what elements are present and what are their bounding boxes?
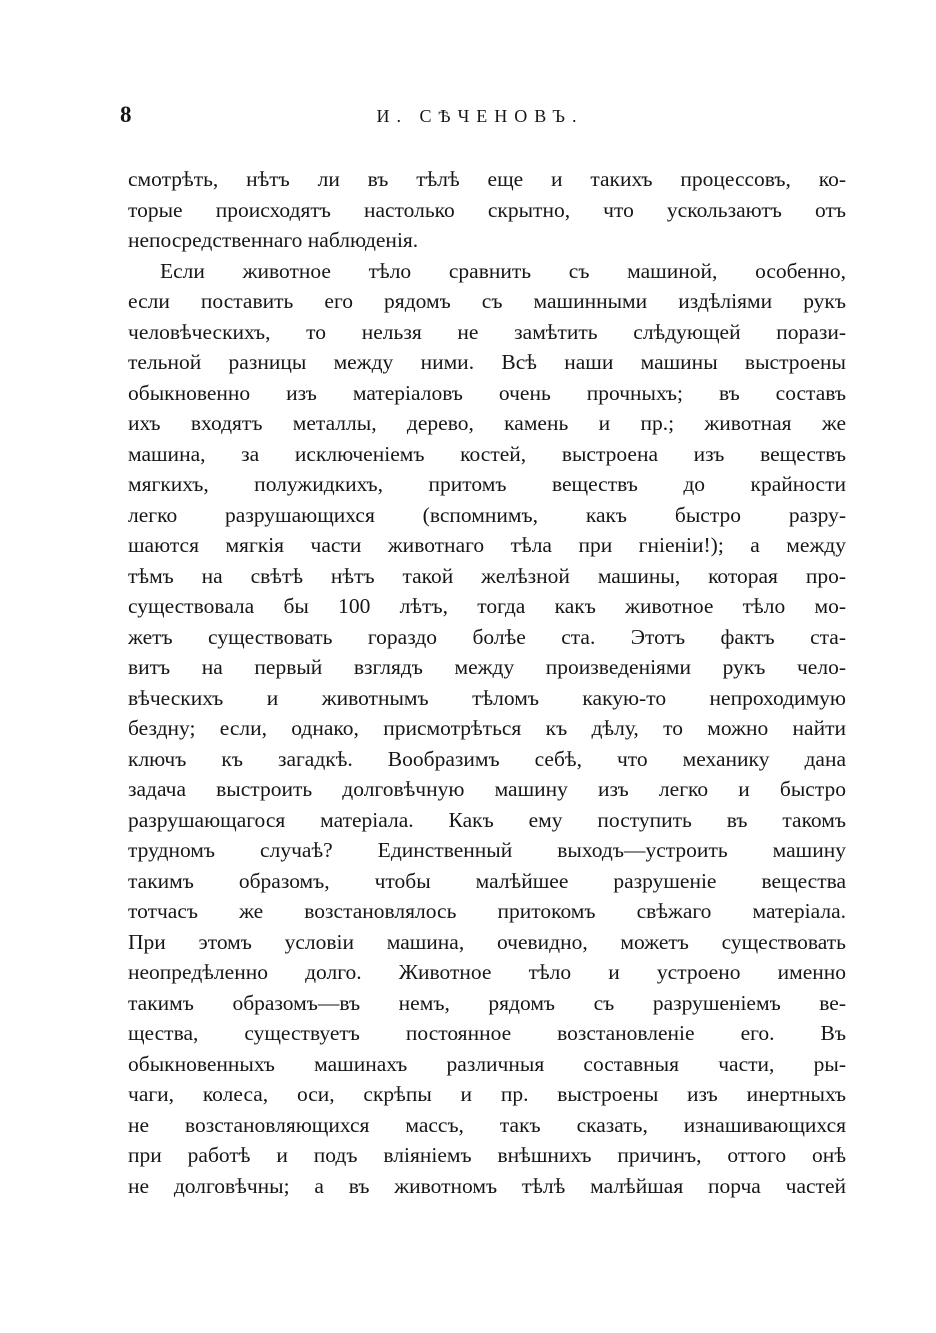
text-line: существовала бы 100 лѣтъ, тогда какъ животное тѣло мо- [128,594,846,618]
text-line: трудномъ случаѣ? Единственный выходъ—устроить машину [128,838,846,862]
text-line: обыкновенно изъ матеріаловъ очень прочныхъ; въ составъ [128,380,846,405]
text-line: При этомъ условіи машина, очевидно, можетъ существовать [128,929,846,954]
text-line: неопредѣленно долго. Животное тѣло и устроено именно [128,960,846,984]
text-line: бездну; если, однако, присмотрѣться къ дѣлу, то можно найти [128,716,846,740]
text-line: не долговѣчны; а въ животномъ тѣлѣ малѣйшая порча частей [128,1173,846,1198]
text-line: ключъ къ загадкѣ. Вообразимъ себѣ, что механику дана [128,746,846,771]
page-number: 8 [120,102,132,127]
text-line: витъ на первый взглядъ между произведеніями рукъ чело- [128,655,846,679]
text-line: задача выстроить долговѣчную машину изъ легко и быстро [128,777,846,801]
text-line: вѣческихъ и животнымъ тѣломъ какую-то непроходимую [128,685,846,710]
text-line: тѣмъ на свѣтѣ нѣтъ такой желѣзной машины, которая про- [128,563,846,588]
running-title: И. СѢЧЕНОВЪ. [376,106,584,126]
text-line: щества, существуетъ постоянное возстановленіе его. Въ [128,1021,846,1045]
text-line: тельной разницы между ними. Всѣ наши машины выстроены [128,350,846,374]
text-line: такимъ образомъ, чтобы малѣйшее разрушеніе вещества [128,868,846,893]
text-line: такимъ образомъ—въ немъ, рядомъ съ разрушеніемъ ве- [128,990,846,1015]
text-line: смотрѣть, нѣтъ ли въ тѣлѣ еще и такихъ процессовъ, ко- [128,167,846,191]
text-line: чаги, колеса, оси, скрѣпы и пр. выстроены изъ инертныхъ [128,1082,846,1106]
text-line: Если животное тѣло сравнить съ машиной, особенно, [160,258,846,283]
text-line: непосредственнаго наблюденія. [128,228,419,252]
text-line: разрушающагося матеріала. Какъ ему поступить въ такомъ [128,807,846,832]
text-line: при работѣ и подъ вліяніемъ внѣшнихъ причинъ, оттого онѣ [128,1143,846,1167]
text-line: не возстановляющихся массъ, такъ сказать, изнашивающихся [128,1112,846,1137]
text-line: торые происходятъ настолько скрытно, что ускользаютъ отъ [128,197,846,222]
text-line: жетъ существовать гораздо болѣе ста. Этотъ фактъ ста- [128,624,846,649]
text-line: ихъ входятъ металлы, дерево, камень и пр.; животная же [128,411,846,435]
text-line: тотчасъ же возстановлялось притокомъ свѣжаго матеріала. [128,899,846,923]
text-line: шаются мягкія части животнаго тѣла при гніеніи!); а между [128,533,846,557]
text-line: машина, за исключеніемъ костей, выстроена изъ веществъ [128,441,846,466]
text-line: легко разрушающихся (вспомнимъ, какъ быстро разру- [128,502,846,527]
text-line: обыкновенныхъ машинахъ различныя составныя части, ры- [128,1051,846,1076]
text-line: мягкихъ, полужидкихъ, притомъ веществъ до крайности [128,472,846,496]
text-line: человѣческихъ, то нельзя не замѣтить слѣдующей порази- [128,319,846,344]
text-line: если поставить его рядомъ съ машинными издѣліями рукъ [128,289,846,313]
body-text [128,164,846,1201]
